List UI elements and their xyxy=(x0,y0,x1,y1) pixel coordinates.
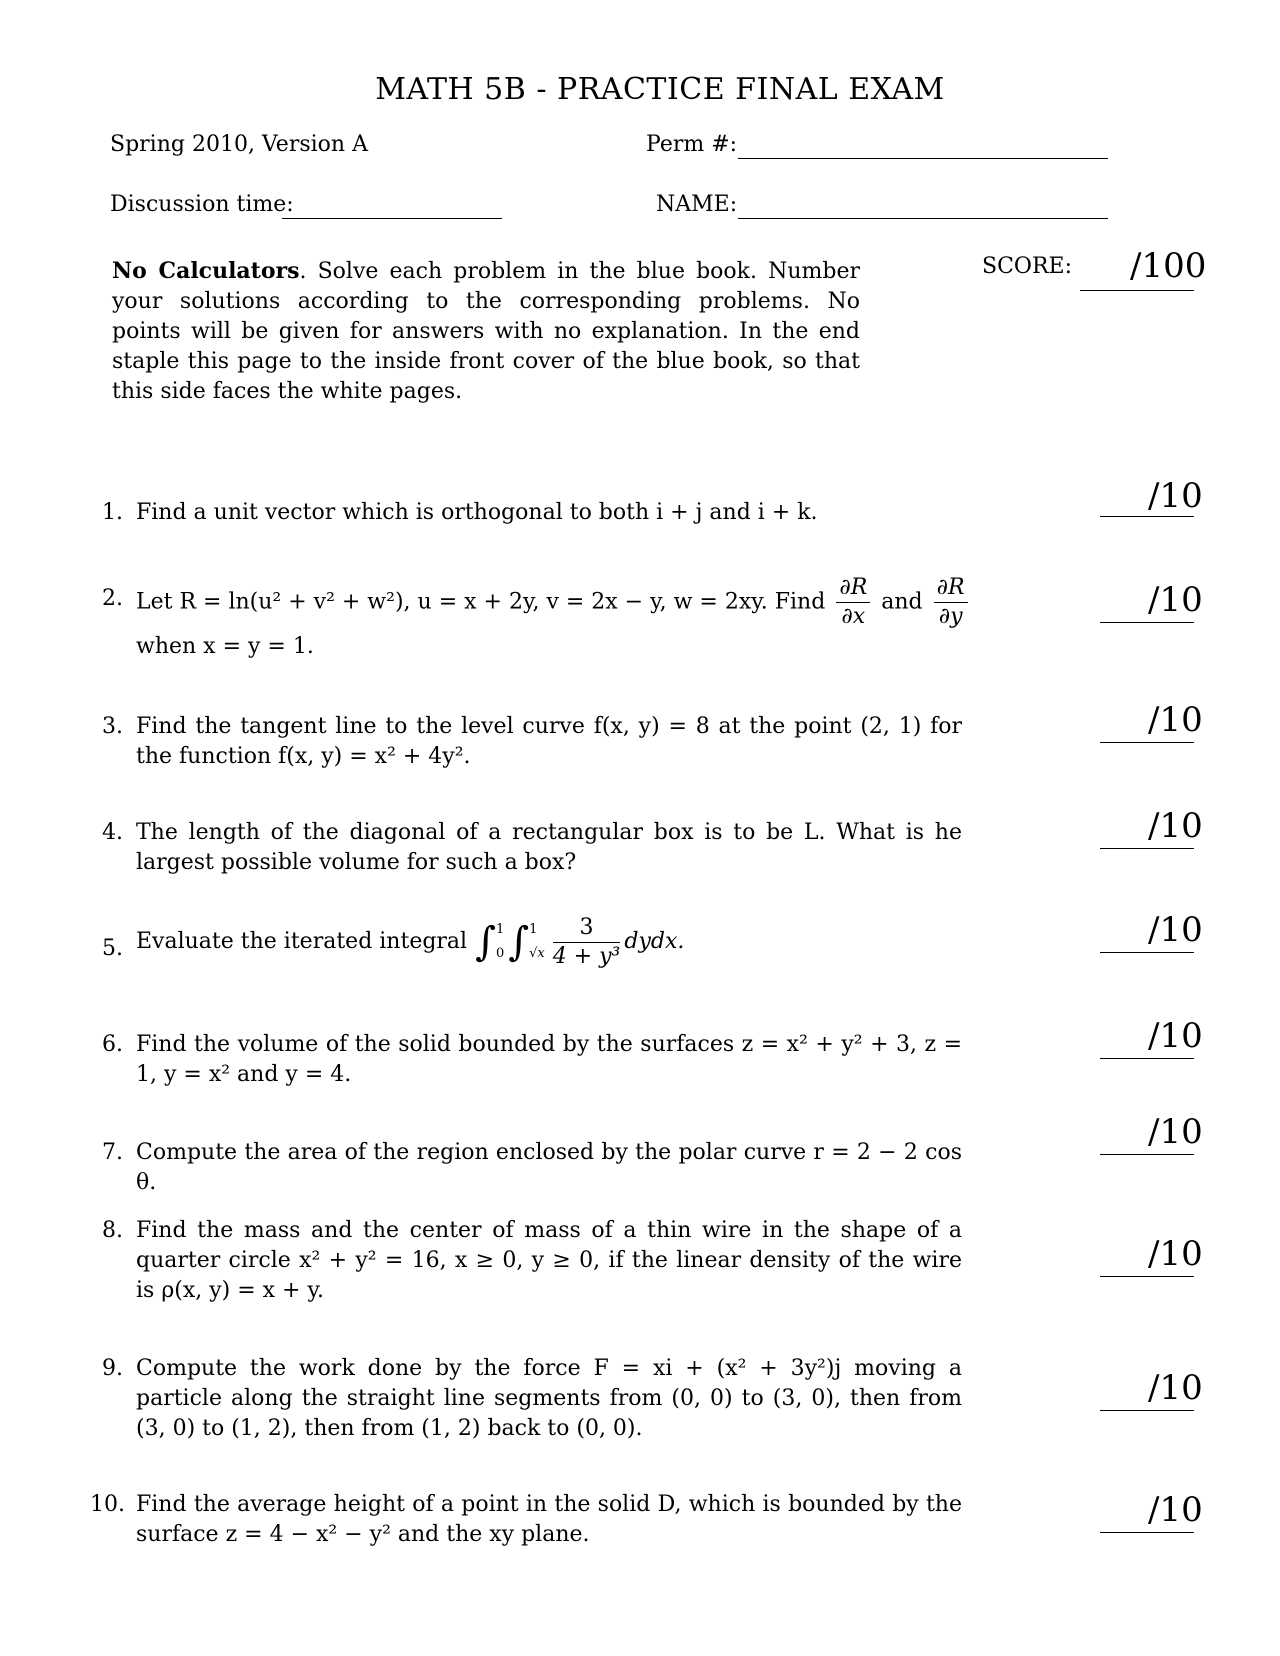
points-10: /10 xyxy=(1148,1490,1203,1530)
problem-text: Compute the area of the region enclosed by the polar curve r = 2 − 2 cos θ. xyxy=(136,1140,962,1195)
problem-text: The length of the diagonal of a rectangular box is to be L. What is he largest possible volume for such a box? xyxy=(136,820,962,875)
score-total: /100 xyxy=(1130,246,1207,286)
instructions-text: . Solve each problem in the blue book. Number your solutions according to the corresponding problems. No points will be given for answers with no explanation. In the end staple this page to the inside front cover of the blue book, so that this side faces the white pages. xyxy=(112,259,860,404)
partial-r-x: $\frac{\partial R}{\partial x}$ xyxy=(836,574,870,631)
problem-number: 1. xyxy=(102,500,123,525)
upper-limit: 1 xyxy=(529,922,538,937)
points-2: /10 xyxy=(1148,580,1203,620)
points-4: /10 xyxy=(1148,806,1203,846)
points-line xyxy=(1100,516,1194,517)
name-label: NAME: xyxy=(656,192,738,217)
problem-number: 10. xyxy=(90,1492,125,1517)
lower-limit: 0 xyxy=(495,946,505,961)
problem-text: Evaluate the iterated integral xyxy=(136,929,468,954)
points-1: /10 xyxy=(1148,476,1203,516)
problem-number: 4. xyxy=(102,820,123,845)
problem-text: Find the volume of the solid bounded by the surfaces z = x² + y² + 3, z = 1, y = x² and y = 4. xyxy=(136,1032,962,1087)
points-line xyxy=(1100,848,1194,849)
points-9: /10 xyxy=(1148,1368,1203,1408)
points-line xyxy=(1100,952,1194,953)
problem-number: 8. xyxy=(102,1218,123,1243)
points-line xyxy=(1100,742,1194,743)
problem-text: Find the tangent line to the level curve f(x, y) = 8 at the point (2, 1) for the function f(x, y) = x² + 4y². xyxy=(136,714,962,769)
integral-sign: ∫ xyxy=(475,919,496,965)
page-title: MATH 5B - PRACTICE FINAL EXAM xyxy=(375,72,945,107)
points-line xyxy=(1100,1276,1194,1277)
problem-text: Compute the work done by the force F = xi + (x² + 3y²)j moving a particle along the straight line segments from (0, 0) to (3, 0), then from (3, 0) to (1, 2), then from (1, 2) back to (0, 0). xyxy=(136,1356,962,1441)
problem-number: 2. xyxy=(102,586,123,611)
problem-number: 7. xyxy=(102,1140,123,1165)
problem-5 xyxy=(102,912,962,972)
points-line xyxy=(1100,1154,1194,1155)
discussion-label: Discussion time: xyxy=(110,192,294,217)
score-label: SCORE: xyxy=(982,254,1072,279)
problem-number: 6. xyxy=(102,1032,123,1057)
points-5: /10 xyxy=(1148,910,1203,950)
perm-field[interactable] xyxy=(738,158,1108,159)
name-field[interactable] xyxy=(738,218,1108,219)
points-7: /10 xyxy=(1148,1112,1203,1152)
instructions-bold: No Calculators xyxy=(112,258,300,284)
score-line xyxy=(1080,290,1194,291)
iterated-integral xyxy=(475,914,684,971)
points-line xyxy=(1100,622,1194,623)
problem-text: Find the average height of a point in the solid D, which is bounded by the surface z = 4 − x² − y² and the xy plane. xyxy=(136,1492,962,1547)
points-line xyxy=(1100,1532,1194,1533)
problem-text-continued: when x = y = 1. xyxy=(136,634,314,659)
problem-text-and: and xyxy=(881,589,923,615)
points-6: /10 xyxy=(1148,1016,1203,1056)
partial-r-y: $\frac{\partial R}{\partial y}$ xyxy=(934,574,968,631)
problem-number: 5. xyxy=(102,936,123,961)
points-line xyxy=(1100,1410,1194,1411)
integral-sign: ∫ xyxy=(508,919,530,965)
instructions xyxy=(112,256,860,407)
integrand: $\frac{3}{\text{4 + y³}}$ xyxy=(552,914,621,969)
upper-limit: 1 xyxy=(495,922,505,937)
problem-text: Let R = ln(u² + v² + w²), u = x + 2y, v = 2x − y, w = 2xy. Find xyxy=(136,589,826,615)
term-label: Spring 2010, Version A xyxy=(110,132,368,157)
differentials: dydx. xyxy=(624,929,685,954)
problem-text: Find the mass and the center of mass of a thin wire in the shape of a quarter circle x² + y² = 16, x ≥ 0, y ≥ 0, if the linear density of the wire is ρ(x, y) = x + y. xyxy=(136,1218,962,1303)
perm-label: Perm #: xyxy=(646,132,738,157)
problem-number: 3. xyxy=(102,714,123,739)
problem-text: Find a unit vector which is orthogonal to both i + j and i + k. xyxy=(136,500,818,525)
problem-number: 9. xyxy=(102,1356,123,1381)
points-line xyxy=(1100,1058,1194,1059)
points-3: /10 xyxy=(1148,700,1203,740)
discussion-field[interactable] xyxy=(282,218,502,219)
points-8: /10 xyxy=(1148,1234,1203,1274)
lower-limit: √x xyxy=(529,946,545,961)
